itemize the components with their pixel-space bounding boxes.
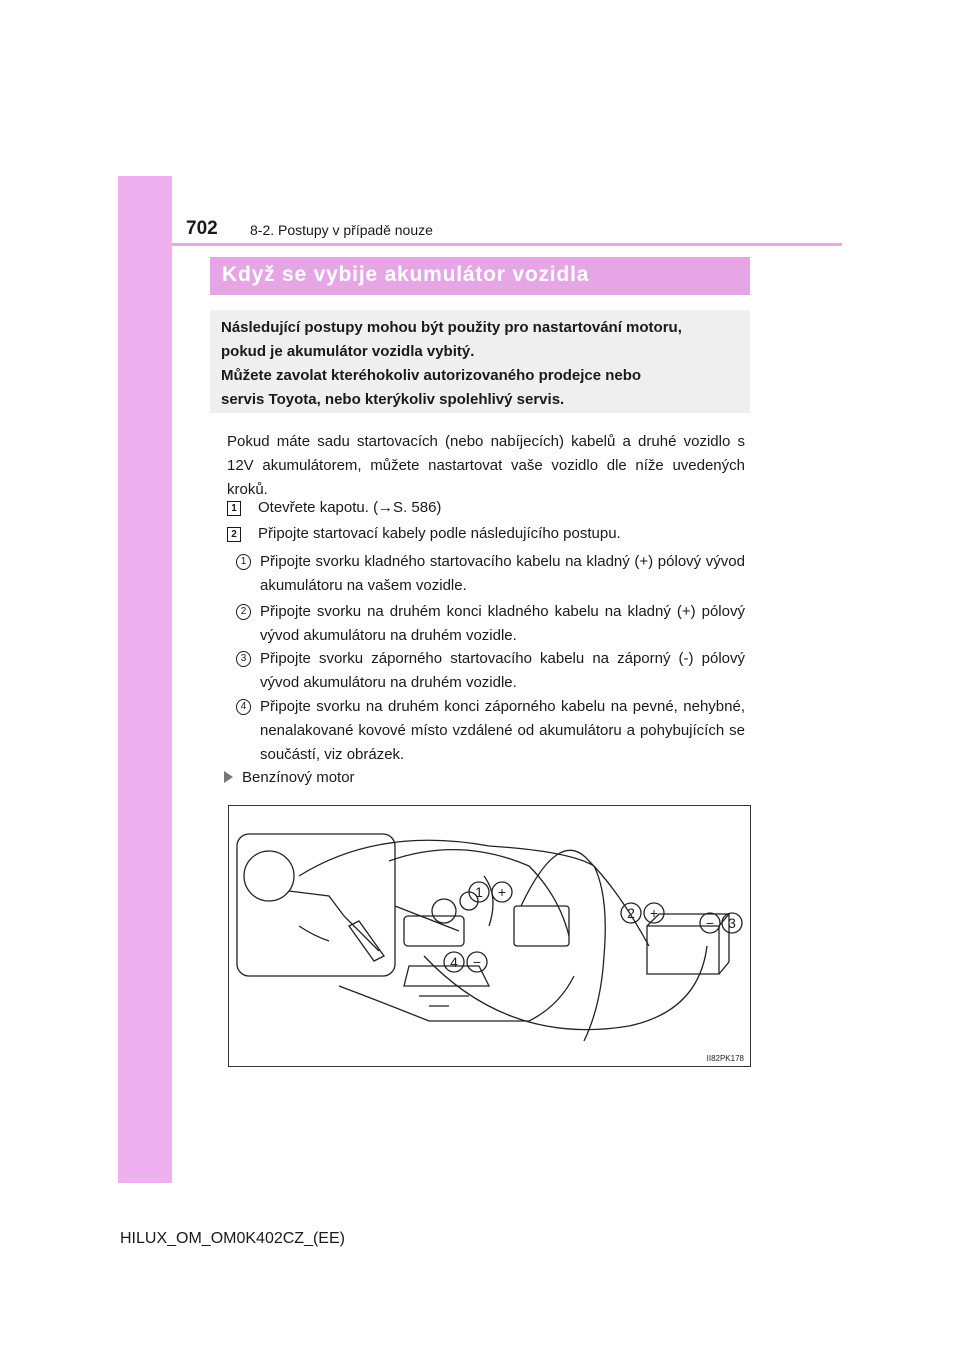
intro-line: servis Toyota, nebo kterýkoliv spolehlivý servis. — [221, 391, 565, 408]
intro-line: Můžete zavolat kteréhokoliv autorizovaného prodejce nebo — [221, 367, 642, 384]
callout-number: 4 — [450, 954, 458, 970]
figure-code: II82PK178 — [706, 1054, 744, 1063]
engine-type-bullet — [224, 768, 355, 788]
page-heading: Když se vybije akumulátor vozidla — [222, 263, 590, 286]
side-color-tab — [118, 176, 172, 1183]
intro-line: pokud je akumulátor vozidla vybitý. — [221, 343, 475, 360]
jump-start-illustration — [228, 805, 751, 1067]
substep-text: Připojte svorku záporného startovacího kabelu na záporný (-) pólový vývod akumulátoru na druhém vozidle. — [260, 650, 745, 691]
header-divider — [172, 243, 842, 246]
bullet-label: Benzínový motor — [242, 769, 355, 786]
step-number-box: 2 — [227, 527, 241, 542]
page-number: 702 — [186, 218, 218, 239]
substep-number: 2 — [236, 604, 251, 620]
section-title: 8-2. Postupy v případě nouze — [250, 222, 433, 238]
intro-text — [221, 316, 738, 412]
minus-symbol: − — [472, 954, 482, 970]
substep-text: Připojte svorku na druhém konci záporného kabelu na pevné, nehybné, nenalakované kovové místo vzdálené od akumulátoru a pohybujících se součástí, viz obrázek. — [260, 698, 745, 763]
step-number-box: 1 — [227, 501, 241, 516]
step-text: Připojte startovací kabely podle následujícího postupu. — [258, 525, 621, 542]
plus-symbol: + — [497, 884, 507, 900]
step-text: Otevřete kapotu. (→S. 586) — [258, 499, 442, 516]
plus-symbol: + — [649, 905, 659, 921]
substep-text: Připojte svorku na druhém konci kladného kabelu na kladný (+) pólový vývod akumulátoru na druhém vozidle. — [260, 603, 745, 644]
heading-bar — [210, 257, 750, 295]
callout-number: 2 — [627, 905, 635, 921]
intro-box — [210, 310, 750, 413]
minus-symbol: − — [705, 915, 715, 931]
triangle-bullet-icon — [224, 771, 233, 783]
substep-number: 3 — [236, 651, 251, 667]
document-footer: HILUX_OM_OM0K402CZ_(EE) — [120, 1230, 345, 1247]
callout-number: 3 — [728, 915, 736, 931]
instruction-paragraph: Pokud máte sadu startovacích (nebo nabíjecích) kabelů a druhé vozidlo s 12V akumulátorem, můžete nastartovat vaše vozidlo dle níže uvedených kroků. — [227, 433, 745, 498]
engine-bay-drawing — [229, 806, 750, 1066]
intro-line: Následující postupy mohou být použity pro nastartování motoru, — [221, 319, 682, 336]
callout-number: 1 — [475, 884, 483, 900]
substep-number: 1 — [236, 554, 251, 570]
substep-number: 4 — [236, 699, 251, 715]
substep-text: Připojte svorku kladného startovacího kabelu na kladný (+) pólový vývod akumulátoru na vašem vozidle. — [260, 553, 745, 594]
